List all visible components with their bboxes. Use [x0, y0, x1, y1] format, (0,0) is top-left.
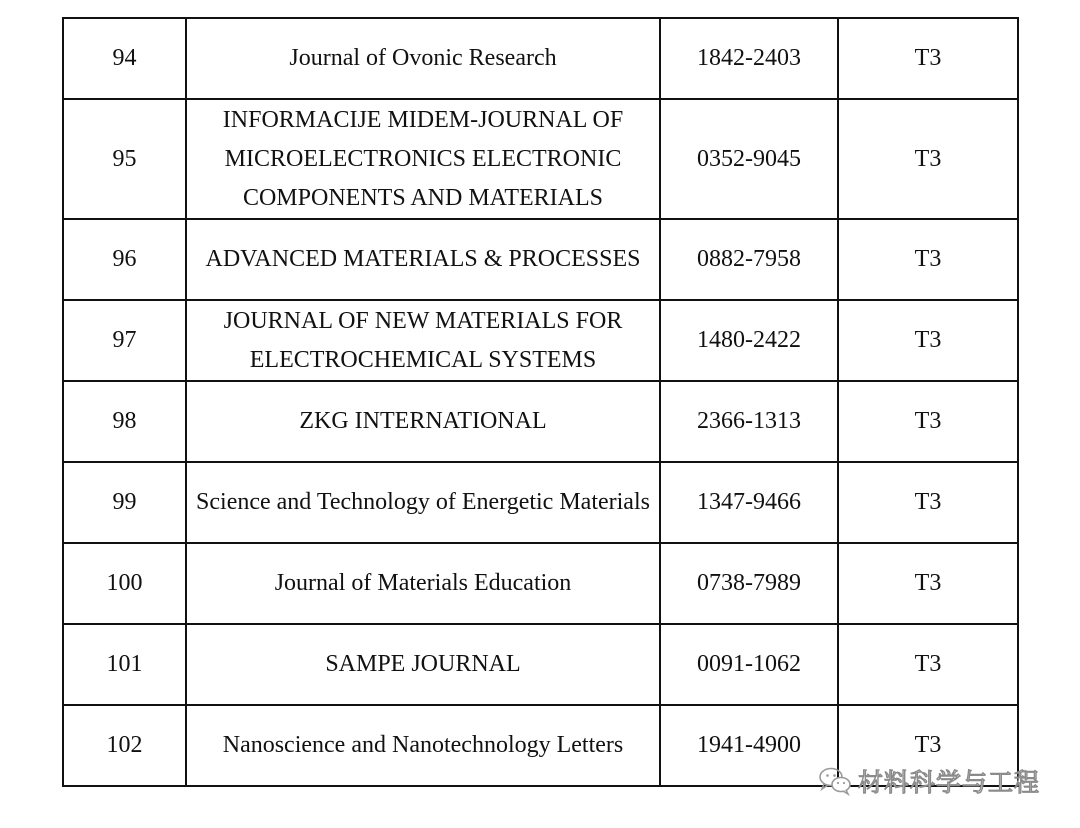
table-row: [63, 219, 1018, 300]
table-row: [63, 18, 1018, 99]
issn: 2366-1313: [660, 381, 838, 462]
journal-title: Journal of Materials Education: [186, 543, 660, 624]
issn: 1347-9466: [660, 462, 838, 543]
issn: 1842-2403: [660, 18, 838, 99]
journal-title: Science and Technology of Energetic Materials: [186, 462, 660, 543]
row-number: 100: [63, 543, 186, 624]
row-number: 99: [63, 462, 186, 543]
tier: T3: [838, 300, 1018, 381]
table-row: [63, 543, 1018, 624]
journal-title: Nanoscience and Nanotechnology Letters: [186, 705, 660, 786]
tier: T3: [838, 381, 1018, 462]
tier: T3: [838, 624, 1018, 705]
table-row: [63, 462, 1018, 543]
journal-title: ZKG INTERNATIONAL: [186, 381, 660, 462]
row-number: 102: [63, 705, 186, 786]
table-row: [63, 381, 1018, 462]
issn: 0352-9045: [660, 99, 838, 219]
watermark: [818, 764, 1058, 798]
row-number: 95: [63, 99, 186, 219]
tier: T3: [838, 18, 1018, 99]
tier: T3: [838, 543, 1018, 624]
row-number: 96: [63, 219, 186, 300]
tier: T3: [838, 99, 1018, 219]
tier: T3: [838, 462, 1018, 543]
tier: T3: [838, 219, 1018, 300]
issn: 0738-7989: [660, 543, 838, 624]
table-row: [63, 99, 1018, 219]
journal-title: Journal of Ovonic Research: [186, 18, 660, 99]
journal-title: JOURNAL OF NEW MATERIALS FOR ELECTROCHEMICAL SYSTEMS: [186, 300, 660, 381]
wechat-icon: [818, 766, 852, 796]
row-number: 98: [63, 381, 186, 462]
row-number: 101: [63, 624, 186, 705]
table-row: [63, 300, 1018, 381]
row-number: 94: [63, 18, 186, 99]
journal-table: [62, 17, 1019, 787]
issn: 0091-1062: [660, 624, 838, 705]
row-number: 97: [63, 300, 186, 381]
journal-title: ADVANCED MATERIALS & PROCESSES: [186, 219, 660, 300]
issn: 1941-4900: [660, 705, 838, 786]
journal-title: SAMPE JOURNAL: [186, 624, 660, 705]
tier: T3: [838, 705, 1018, 786]
issn: 1480-2422: [660, 300, 838, 381]
table-row: [63, 624, 1018, 705]
issn: 0882-7958: [660, 219, 838, 300]
journal-title: INFORMACIJE MIDEM-JOURNAL OF MICROELECTRONICS ELECTRONIC COMPONENTS AND MATERIALS: [186, 99, 660, 219]
watermark-text: 材料科学与工程: [858, 768, 1041, 797]
